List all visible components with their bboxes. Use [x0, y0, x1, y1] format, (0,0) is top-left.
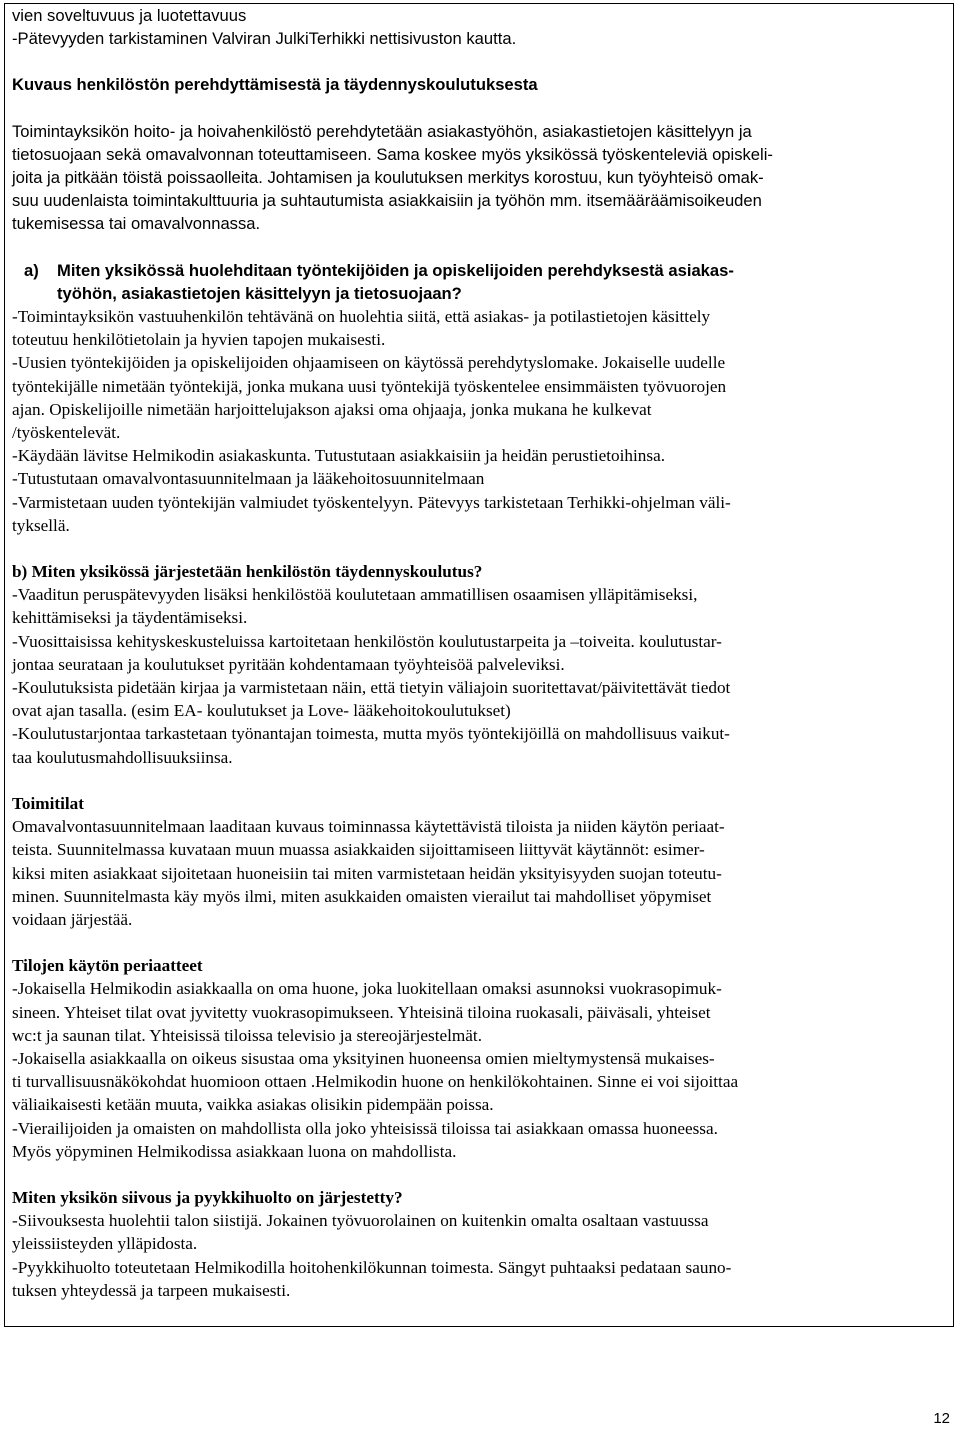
answer-line: tyksellä.: [12, 515, 70, 535]
answer-line: -Varmistetaan uuden työntekijän valmiudet työskentelyyn. Pätevyys tarkistetaan Terhikki-ohjelman väli-: [12, 492, 731, 512]
paragraph-line: yleissiisteyden ylläpidosta.: [12, 1234, 198, 1254]
answer-line: työntekijälle nimetään työntekijä, jonka mukana uusi työntekijä työskentelee ensimmäisten työvuorojen: [12, 376, 727, 396]
section-heading: b) Miten yksikössä järjestetään henkilöstön täydennyskoulutus?: [12, 562, 483, 582]
question-a-heading: [12, 259, 948, 282]
answer-line: jontaa seurataan ja koulutukset pyritään kohdentamaan työyhteisöä palveleviksi.: [12, 654, 565, 674]
section-heading: Toimitilat: [12, 793, 84, 813]
document-body: [12, 4, 948, 1302]
section-heading: Miten yksikön siivous ja pyykkihuolto on järjestetty?: [12, 1187, 403, 1207]
paragraph-line: Myös yöpyminen Helmikodissa asiakkaan luona on mahdollista.: [12, 1141, 457, 1161]
answer-line: -Käydään lävitse Helmikodin asiakaskunta. Tutustutaan asiakkaisiin ja heidän perustietoihinsa.: [12, 446, 665, 466]
answer-line: /työskentelevät.: [12, 423, 121, 443]
paragraph-line: Toimintayksikön hoito- ja hoivahenkilöstö perehdytetään asiakastyöhön, asiakastietojen käsittelyyn ja: [12, 121, 752, 141]
paragraph-line: Omavalvontasuunnitelmaan laaditaan kuvaus toiminnassa käytettävistä tiloista ja niiden käytön periaat-: [12, 817, 725, 837]
paragraph-line: -Jokaisella Helmikodin asiakkaalla on oma huone, joka luokitellaan omaksi asunnoksi vuokrasopimuk-: [12, 979, 722, 999]
paragraph-line: sineen. Yhteiset tilat ovat jyvitetty vuokrasopimukseen. Yhteisinä tiloina ruokasali, päiväsali, yhteiset: [12, 1002, 711, 1022]
spacer: [12, 537, 948, 560]
paragraph-line: tietosuojaan sekä omavalvonnan toteuttamiseen. Sama koskee myös yksikössä työskenteleviä opiskeli-: [12, 144, 773, 164]
question-a-answer: [12, 305, 948, 537]
document-frame: [4, 3, 954, 1327]
paragraph-line: väliaikaisesti ketään muuta, vaikka asiakas olisikin pidempään poissa.: [12, 1095, 494, 1115]
answer-line: ajan. Opiskelijoille nimetään harjoittelujakson ajaksi oma ohjaaja, jonka mukana he kulkevat: [12, 399, 652, 419]
spacer: [12, 769, 948, 792]
answer-line: toteutuu henkilötietolain ja hyvien tapojen mukaisesti.: [12, 330, 386, 350]
answer-line: -Vaaditun peruspätevyyden lisäksi henkilöstöä koulutetaan ammatillisen osaamisen ylläpitämiseksi,: [12, 585, 698, 605]
section-heading: Kuvaus henkilöstön perehdyttämisestä ja täydennyskoulutuksesta: [12, 75, 538, 95]
question-text-continued: työhön, asiakastietojen käsittelyyn ja tietosuojaan?: [57, 283, 462, 303]
perehdytys-section: [12, 73, 948, 235]
intro-line: vien soveltuvuus ja luotettavuus: [12, 6, 247, 25]
paragraph-line: kiksi miten asiakkaat sijoitetaan huoneisiin tai miten varmistetaan heidän yksityisyyden suojan toteutu-: [12, 863, 722, 883]
intro-section: [12, 4, 948, 50]
paragraph-line: voidaan järjestää.: [12, 909, 133, 929]
answer-line: kehittämiseksi ja täydentämiseksi.: [12, 608, 248, 628]
paragraph-line: tuksen yhteydessä ja tarpeen mukaisesti.: [12, 1280, 291, 1300]
spacer: [12, 50, 948, 73]
question-a: [12, 259, 948, 305]
answer-line: -Vuosittaisissa kehityskeskusteluissa kartoitetaan henkilöstön koulutustarpeita ja –toiveita. koulutustar-: [12, 631, 722, 651]
spacer: [12, 931, 948, 954]
paragraph-line: teista. Suunnitelmassa kuvataan muun muassa asiakkaiden sijoittamiseen liittyvät käytännöt: esimer-: [12, 840, 705, 860]
paragraph-line: ti turvallisuusnäkökohdat huomioon ottaen .Helmikodin huone on henkilökohtainen. Sinne ei voi sijoittaa: [12, 1072, 739, 1092]
paragraph-line: joita ja pitkään töistä poissaolleita. Johtamisen ja koulutuksen merkitys korostuu, kun työyhteisö omak-: [12, 168, 764, 188]
paragraph-line: -Jokaisella asiakkaalla on oikeus sisustaa oma yksityinen huoneensa omien mieltymystensä mukaises-: [12, 1048, 715, 1068]
intro-line: -Pätevyyden tarkistaminen Valviran JulkiTerhikki nettisivuston kautta.: [12, 29, 517, 49]
answer-line: -Uusien työntekijöiden ja opiskelijoiden ohjaamiseen on käytössä perehdytyslomake. Jokaiselle uudelle: [12, 353, 726, 373]
answer-line: -Toimintayksikön vastuuhenkilön tehtävänä on huolehtia siitä, että asiakas- ja potilastietojen käsittely: [12, 307, 711, 327]
answer-line: -Koulutuksista pidetään kirjaa ja varmistetaan näin, että tietyin väliajoin suoritettavat/päivitettävät tiedot: [12, 678, 731, 698]
spacer: [12, 1163, 948, 1186]
question-text: Miten yksikössä huolehditaan työntekijöiden ja opiskelijoiden perehdyksestä asiakas-: [57, 260, 734, 280]
answer-line: taa koulutusmahdollisuuksiinsa.: [12, 747, 233, 767]
toimitilat-section: [12, 792, 948, 931]
answer-line: -Tutustutaan omavalvontasuunnitelmaan ja lääkehoitosuunnitelmaan: [12, 469, 485, 489]
paragraph-line: -Vierailijoiden ja omaisten on mahdollista olla joko yhteisissä tiloissa tai asiakkaan omassa huoneessa.: [12, 1118, 718, 1138]
page-number: 12: [933, 1410, 950, 1427]
spacer: [12, 236, 948, 259]
paragraph-line: suu uudenlaista toimintakulttuuria ja suhtautumista asiakkaisiin ja työhön mm. itsemääräämisoikeuden: [12, 191, 762, 211]
section-heading: Tilojen käytön periaatteet: [12, 956, 203, 976]
answer-line: ovat ajan tasalla. (esim EA- koulutukset ja Love- lääkehoitokoulutukset): [12, 701, 511, 721]
paragraph-line: -Siivouksesta huolehtii talon siistijä. Jokainen työvuorolainen on kuitenkin omalta osaltaan vastuussa: [12, 1211, 709, 1231]
answer-line: -Koulutustarjontaa tarkastetaan työnantajan toimesta, mutta myös työntekijöillä on mahdollisuus vaikut-: [12, 724, 730, 744]
siivous-section: [12, 1186, 948, 1302]
question-label: a): [24, 260, 39, 280]
paragraph-line: tukemisessa tai omavalvonnassa.: [12, 214, 261, 234]
paragraph-line: minen. Suunnitelmasta käy myös ilmi, miten asukkaiden omaisten vierailut tai mahdolliset yöpymiset: [12, 886, 712, 906]
question-b: [12, 560, 948, 769]
paragraph-line: wc:t ja saunan tilat. Yhteisissä tiloissa televisio ja stereojärjestelmät.: [12, 1025, 482, 1045]
spacer: [12, 97, 948, 120]
paragraph-line: -Pyykkihuolto toteutetaan Helmikodilla hoitohenkilökunnan toimesta. Sängyt puhtaaksi pedataan sauno-: [12, 1257, 732, 1277]
tilojen-section: [12, 954, 948, 1163]
